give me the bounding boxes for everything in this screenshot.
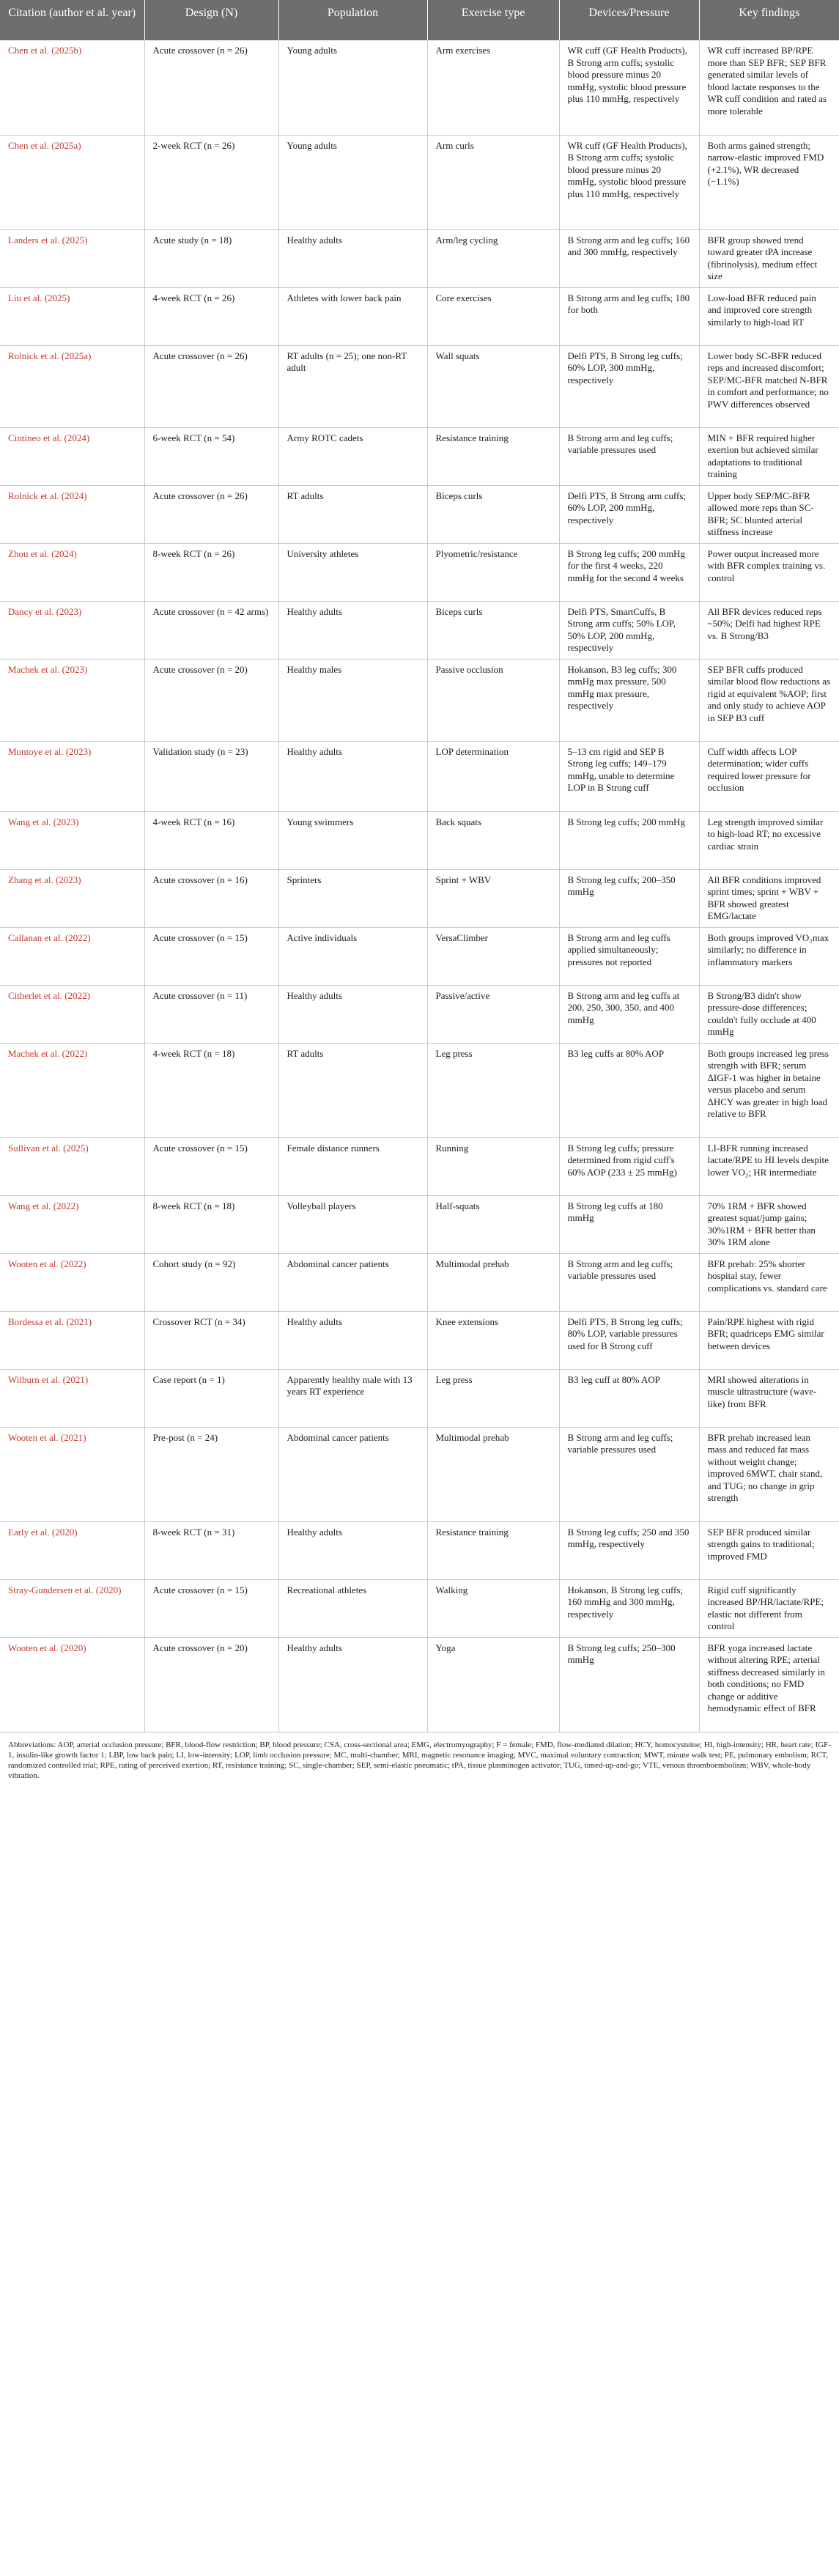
header-key-findings: Key findings xyxy=(699,0,839,40)
table-row xyxy=(0,543,839,601)
cell-devices-pressure: 5–13 cm rigid and SEP B Strong leg cuffs; 149–179 mmHg, unable to determine LOP in B Strong cuff xyxy=(559,741,699,811)
header-exercise-type: Exercise type xyxy=(427,0,559,40)
cell-design: 4-week RCT (n = 18) xyxy=(144,1043,278,1137)
cell-key-findings: Both groups improved VO₂max similarly; no difference in inflammatory markers xyxy=(699,927,839,985)
table-row xyxy=(0,287,839,345)
table-row xyxy=(0,40,839,135)
cell-exercise-type: Resistance training xyxy=(427,1521,559,1579)
table-body xyxy=(0,40,839,1732)
cell-key-findings: Both arms gained strength; narrow-elastic improved FMD (+2.1%), WR decreased (−1.1%) xyxy=(699,135,839,229)
cell-devices-pressure: Delfi PTS, B Strong leg cuffs; 60% LOP, 300 mmHg, respectively xyxy=(559,345,699,427)
cell-devices-pressure: Hokanson, B3 leg cuffs; 300 mmHg max pressure, 500 mmHg max pressure, respectively xyxy=(559,659,699,741)
cell-population: Athletes with lower back pain xyxy=(278,287,427,345)
table-row xyxy=(0,927,839,985)
table-row xyxy=(0,1637,839,1732)
cell-exercise-type: Multimodal prehab xyxy=(427,1427,559,1521)
cell-exercise-type: Plyometric/resistance xyxy=(427,543,559,601)
table-row xyxy=(0,1253,839,1311)
cell-exercise-type: Leg press xyxy=(427,1369,559,1427)
cell-key-findings: MIN + BFR required higher exertion but achieved similar adaptations to traditional training xyxy=(699,427,839,485)
cell-population: Young swimmers xyxy=(278,811,427,869)
cell-key-findings: BFR prehab: 25% shorter hospital stay, fewer complications vs. standard care xyxy=(699,1253,839,1311)
cell-devices-pressure: B Strong arm and leg cuffs; variable pressures used xyxy=(559,1253,699,1311)
cell-design: Acute crossover (n = 26) xyxy=(144,345,278,427)
cell-devices-pressure: B Strong arm and leg cuffs; variable pressures used xyxy=(559,1427,699,1521)
cell-devices-pressure: B3 leg cuffs at 80% AOP xyxy=(559,1043,699,1137)
cell-key-findings: B Strong/B3 didn't show pressure-dose differences; couldn't fully occlude at 400 mmHg xyxy=(699,985,839,1043)
header-design: Design (N) xyxy=(144,0,278,40)
table-row xyxy=(0,741,839,811)
cell-key-findings: All BFR conditions improved sprint times; sprint + WBV + BFR showed greatest EMG/lactate xyxy=(699,869,839,927)
cell-design: Acute crossover (n = 26) xyxy=(144,485,278,543)
cell-devices-pressure: B Strong leg cuffs at 180 mmHg xyxy=(559,1195,699,1253)
cell-exercise-type: Biceps curls xyxy=(427,485,559,543)
cell-population: Healthy adults xyxy=(278,229,427,287)
table-row xyxy=(0,659,839,741)
cell-key-findings: Rigid cuff significantly increased BP/HR/lactate/RPE; elastic not different from control xyxy=(699,1579,839,1637)
cell-exercise-type: VersaClimber xyxy=(427,927,559,985)
cell-population: Healthy adults xyxy=(278,601,427,659)
cell-key-findings: SEP BFR cuffs produced similar blood flow reductions as rigid at equivalent %AOP; first and only study to achieve AOP in SEP B3 cuff xyxy=(699,659,839,741)
cell-devices-pressure: B Strong arm and leg cuffs; 180 for both xyxy=(559,287,699,345)
cell-exercise-type: Sprint + WBV xyxy=(427,869,559,927)
table-row xyxy=(0,1427,839,1521)
cell-devices-pressure: B Strong leg cuffs; 250 and 350 mmHg, respectively xyxy=(559,1521,699,1579)
cell-citation[interactable]: Machek et al. (2023) xyxy=(0,659,144,741)
table-row xyxy=(0,985,839,1043)
cell-devices-pressure: Hokanson, B Strong leg cuffs; 160 mmHg and 300 mmHg, respectively xyxy=(559,1579,699,1637)
cell-key-findings: Pain/RPE highest with rigid BFR; quadriceps EMG similar between devices xyxy=(699,1311,839,1369)
cell-population: Recreational athletes xyxy=(278,1579,427,1637)
cell-design: Case report (n = 1) xyxy=(144,1369,278,1427)
cell-citation[interactable]: Montoye et al. (2023) xyxy=(0,741,144,811)
cell-exercise-type: Wall squats xyxy=(427,345,559,427)
cell-design: Acute crossover (n = 15) xyxy=(144,1137,278,1195)
cell-devices-pressure: B3 leg cuff at 80% AOP xyxy=(559,1369,699,1427)
cell-exercise-type: Half-squats xyxy=(427,1195,559,1253)
cell-citation[interactable]: Early et al. (2020) xyxy=(0,1521,144,1579)
cell-citation[interactable]: Zhang et al. (2023) xyxy=(0,869,144,927)
cell-citation[interactable]: Dancy et al. (2023) xyxy=(0,601,144,659)
table-row xyxy=(0,229,839,287)
cell-exercise-type: Arm curls xyxy=(427,135,559,229)
cell-exercise-type: Biceps curls xyxy=(427,601,559,659)
cell-key-findings: WR cuff increased BP/RPE more than SEP BFR; SEP BFR generated similar levels of blood lactate responses to the WR cuff condition and rated as more tolerable xyxy=(699,40,839,135)
cell-key-findings: MRI showed alterations in muscle ultrastructure (wave-like) from BFR xyxy=(699,1369,839,1427)
table-row xyxy=(0,1043,839,1137)
cell-citation[interactable]: Stray-Gundersen et al. (2020) xyxy=(0,1579,144,1637)
table-row xyxy=(0,1137,839,1195)
cell-design: Validation study (n = 23) xyxy=(144,741,278,811)
cell-key-findings: Leg strength improved similar to high-load RT; no excessive cardiac strain xyxy=(699,811,839,869)
cell-design: 8-week RCT (n = 18) xyxy=(144,1195,278,1253)
cell-citation[interactable]: Callanan et al. (2022) xyxy=(0,927,144,985)
cell-citation[interactable]: Wang et al. (2022) xyxy=(0,1195,144,1253)
cell-exercise-type: Walking xyxy=(427,1579,559,1637)
cell-exercise-type: Arm/leg cycling xyxy=(427,229,559,287)
table-row xyxy=(0,1521,839,1579)
cell-key-findings: Upper body SEP/MC-BFR allowed more reps than SC-BFR; SC blunted arterial stiffness increase xyxy=(699,485,839,543)
cell-citation[interactable]: Wang et al. (2023) xyxy=(0,811,144,869)
cell-exercise-type: Passive occlusion xyxy=(427,659,559,741)
cell-devices-pressure: Delfi PTS, SmartCuffs, B Strong arm cuffs; 50% LOP, 50% LOP, 200 mmHg, respectively xyxy=(559,601,699,659)
cell-design: Acute crossover (n = 26) xyxy=(144,40,278,135)
cell-design: Acute crossover (n = 16) xyxy=(144,869,278,927)
cell-devices-pressure: WR cuff (GF Health Products), B Strong arm cuffs; systolic blood pressure minus 20 mmHg, systolic blood pressure plus 110 mmHg, respectively xyxy=(559,135,699,229)
cell-citation[interactable]: Wooten et al. (2022) xyxy=(0,1253,144,1311)
cell-design: 4-week RCT (n = 16) xyxy=(144,811,278,869)
cell-citation[interactable]: Liu et al. (2025) xyxy=(0,287,144,345)
cell-exercise-type: Multimodal prehab xyxy=(427,1253,559,1311)
table-row xyxy=(0,135,839,229)
cell-design: Acute crossover (n = 11) xyxy=(144,985,278,1043)
cell-exercise-type: Yoga xyxy=(427,1637,559,1732)
cell-devices-pressure: B Strong arm and leg cuffs; 160 and 300 mmHg, respectively xyxy=(559,229,699,287)
cell-exercise-type: Resistance training xyxy=(427,427,559,485)
table-header xyxy=(0,0,839,40)
cell-devices-pressure: Delfi PTS, B Strong arm cuffs; 60% LOP, 200 mmHg, respectively xyxy=(559,485,699,543)
cell-population: Healthy males xyxy=(278,659,427,741)
cell-citation[interactable]: Sullivan et al. (2025) xyxy=(0,1137,144,1195)
cell-population: Abdominal cancer patients xyxy=(278,1253,427,1311)
cell-design: Acute crossover (n = 20) xyxy=(144,1637,278,1732)
cell-key-findings: BFR prehab increased lean mass and reduced fat mass without weight change; improved 6MWT, chair stand, and TUG; no change in grip strength xyxy=(699,1427,839,1521)
cell-citation[interactable]: Rolnick et al. (2024) xyxy=(0,485,144,543)
header-citation: Citation (author et al. year) xyxy=(0,0,144,40)
cell-exercise-type: Knee extensions xyxy=(427,1311,559,1369)
cell-key-findings: 70% 1RM + BFR showed greatest squat/jump gains; 30%1RM + BFR better than 30% 1RM alone xyxy=(699,1195,839,1253)
cell-population: Healthy adults xyxy=(278,1521,427,1579)
cell-population: Sprinters xyxy=(278,869,427,927)
cell-devices-pressure: WR cuff (GF Health Products), B Strong arm cuffs; systolic blood pressure minus 20 mmHg, systolic blood pressure plus 110 mmHg, respectively xyxy=(559,40,699,135)
cell-key-findings: BFR yoga increased lactate without altering RPE; arterial stiffness decreased similarly in both conditions; no FMD change or additive hemodynamic effect of BFR xyxy=(699,1637,839,1732)
cell-key-findings: Power output increased more with BFR complex training vs. control xyxy=(699,543,839,601)
cell-devices-pressure: B Strong leg cuffs; 250–300 mmHg xyxy=(559,1637,699,1732)
table-row xyxy=(0,427,839,485)
header-devices-pressure: Devices/Pressure xyxy=(559,0,699,40)
cell-design: Cohort study (n = 92) xyxy=(144,1253,278,1311)
cell-design: Acute crossover (n = 20) xyxy=(144,659,278,741)
cell-exercise-type: Running xyxy=(427,1137,559,1195)
cell-citation[interactable]: Rolnick et al. (2025a) xyxy=(0,345,144,427)
cell-exercise-type: Arm exercises xyxy=(427,40,559,135)
abbreviations-footnote: Abbreviations: AOP, arterial occlusion pressure; BFR, blood-flow restriction; BP, blood pressure; CSA, cross-sectional area; EMG, electromyography; F = female; FMD, flow-mediated dilation; HCY, homocysteine; HI, high-intensity; HR, heart rate; IGF-1, insulin-like growth factor 1; LBP, low back pain; LI, low-intensity; LOP, limb occlusion pressure; MC, multi-chamber; MRI, magnetic resonance imaging; MVC, maximal voluntary contraction; MWT, minute walk test; PE, pulmonary embolism; RCT, randomized controlled trial; RPE, rating of perceived exertion; RT, resistance training; SC, single-chamber; SEP, semi-elastic pneumatic; tPA, tissue plasminogen activator; TUG, timed-up-and-go; VTE, venous thromboembolism; WBV, whole-body vibration. xyxy=(8,1740,831,1780)
cell-key-findings: Cuff width affects LOP determination; wider cuffs required lower pressure for occlusion xyxy=(699,741,839,811)
cell-design: 4-week RCT (n = 26) xyxy=(144,287,278,345)
cell-population: Abdominal cancer patients xyxy=(278,1427,427,1521)
cell-population: RT adults xyxy=(278,485,427,543)
cell-design: 2-week RCT (n = 26) xyxy=(144,135,278,229)
cell-key-findings: LI-BFR running increased lactate/RPE to HI levels despite lower VO₂; HR intermediate xyxy=(699,1137,839,1195)
cell-population: University athletes xyxy=(278,543,427,601)
cell-citation[interactable]: Landers et al. (2025) xyxy=(0,229,144,287)
table-row xyxy=(0,1579,839,1637)
cell-exercise-type: Passive/active xyxy=(427,985,559,1043)
cell-devices-pressure: B Strong leg cuffs; 200–350 mmHg xyxy=(559,869,699,927)
cell-devices-pressure: B Strong leg cuffs; 200 mmHg for the first 4 weeks, 220 mmHg for the second 4 weeks xyxy=(559,543,699,601)
cell-design: Acute crossover (n = 15) xyxy=(144,1579,278,1637)
cell-population: Healthy adults xyxy=(278,1311,427,1369)
table-row xyxy=(0,811,839,869)
cell-population: Healthy adults xyxy=(278,741,427,811)
cell-key-findings: Lower body SC-BFR reduced reps and increased discomfort; SEP/MC-BFR matched N-BFR in comfort and performance; no PWV differences observed xyxy=(699,345,839,427)
cell-population: Young adults xyxy=(278,40,427,135)
cell-design: 6-week RCT (n = 54) xyxy=(144,427,278,485)
cell-design: 8-week RCT (n = 26) xyxy=(144,543,278,601)
table-row xyxy=(0,601,839,659)
cell-key-findings: All BFR devices reduced reps ~50%; Delfi had highest RPE vs. B Strong/B3 xyxy=(699,601,839,659)
cell-citation[interactable]: Zhou et al. (2024) xyxy=(0,543,144,601)
table-row xyxy=(0,1369,839,1427)
cell-exercise-type: Back squats xyxy=(427,811,559,869)
cell-devices-pressure: B Strong leg cuffs; pressure determined from rigid cuff's 60% AOP (233 ± 25 mmHg) xyxy=(559,1137,699,1195)
cell-population: Young adults xyxy=(278,135,427,229)
cell-population: Active individuals xyxy=(278,927,427,985)
cell-devices-pressure: B Strong arm and leg cuffs; variable pressures used xyxy=(559,427,699,485)
cell-population: Female distance runners xyxy=(278,1137,427,1195)
header-row xyxy=(0,0,839,40)
header-population: Population xyxy=(278,0,427,40)
cell-key-findings: BFR group showed trend toward greater tPA increase (fibrinolysis), medium effect size xyxy=(699,229,839,287)
cell-key-findings: Low-load BFR reduced pain and improved core strength similarly to high-load RT xyxy=(699,287,839,345)
table-row xyxy=(0,1311,839,1369)
cell-citation[interactable]: Wooten et al. (2020) xyxy=(0,1637,144,1732)
cell-exercise-type: Core exercises xyxy=(427,287,559,345)
cell-citation[interactable]: Bordessa et al. (2021) xyxy=(0,1311,144,1369)
cell-design: Acute study (n = 18) xyxy=(144,229,278,287)
cell-devices-pressure: B Strong arm and leg cuffs at 200, 250, 300, 350, and 400 mmHg xyxy=(559,985,699,1043)
cell-citation[interactable]: Chen et al. (2025b) xyxy=(0,40,144,135)
table-row xyxy=(0,869,839,927)
cell-exercise-type: Leg press xyxy=(427,1043,559,1137)
cell-key-findings: SEP BFR produced similar strength gains to traditional; improved FMD xyxy=(699,1521,839,1579)
cell-citation[interactable]: Cintineo et al. (2024) xyxy=(0,427,144,485)
cell-citation[interactable]: Chen et al. (2025a) xyxy=(0,135,144,229)
cell-devices-pressure: Delfi PTS, B Strong leg cuffs; 80% LOP, variable pressures used for B Strong cuff xyxy=(559,1311,699,1369)
cell-design: Crossover RCT (n = 34) xyxy=(144,1311,278,1369)
cell-devices-pressure: B Strong arm and leg cuffs applied simultaneously; pressures not reported xyxy=(559,927,699,985)
cell-design: Acute crossover (n = 15) xyxy=(144,927,278,985)
cell-population: Apparently healthy male with 13 years RT experience xyxy=(278,1369,427,1427)
cell-design: Pre-post (n = 24) xyxy=(144,1427,278,1521)
cell-population: Army ROTC cadets xyxy=(278,427,427,485)
table-row xyxy=(0,345,839,427)
cell-citation[interactable]: Machek et al. (2022) xyxy=(0,1043,144,1137)
cell-devices-pressure: B Strong leg cuffs; 200 mmHg xyxy=(559,811,699,869)
cell-population: RT adults (n = 25); one non-RT adult xyxy=(278,345,427,427)
table-row xyxy=(0,485,839,543)
cell-population: Healthy adults xyxy=(278,1637,427,1732)
cell-design: Acute crossover (n = 42 arms) xyxy=(144,601,278,659)
cell-citation[interactable]: Citherlet et al. (2022) xyxy=(0,985,144,1043)
cell-citation[interactable]: Wooten et al. (2021) xyxy=(0,1427,144,1521)
cell-population: RT adults xyxy=(278,1043,427,1137)
cell-population: Healthy adults xyxy=(278,985,427,1043)
cell-key-findings: Both groups increased leg press strength with BFR; serum ΔIGF-1 was higher in betaine versus placebo and serum ΔHCY was greater in high load relative to BFR xyxy=(699,1043,839,1137)
table-row xyxy=(0,1195,839,1253)
cell-design: 8-week RCT (n = 31) xyxy=(144,1521,278,1579)
cell-citation[interactable]: Wilburn et al. (2021) xyxy=(0,1369,144,1427)
cell-exercise-type: LOP determination xyxy=(427,741,559,811)
cell-population: Volleyball players xyxy=(278,1195,427,1253)
